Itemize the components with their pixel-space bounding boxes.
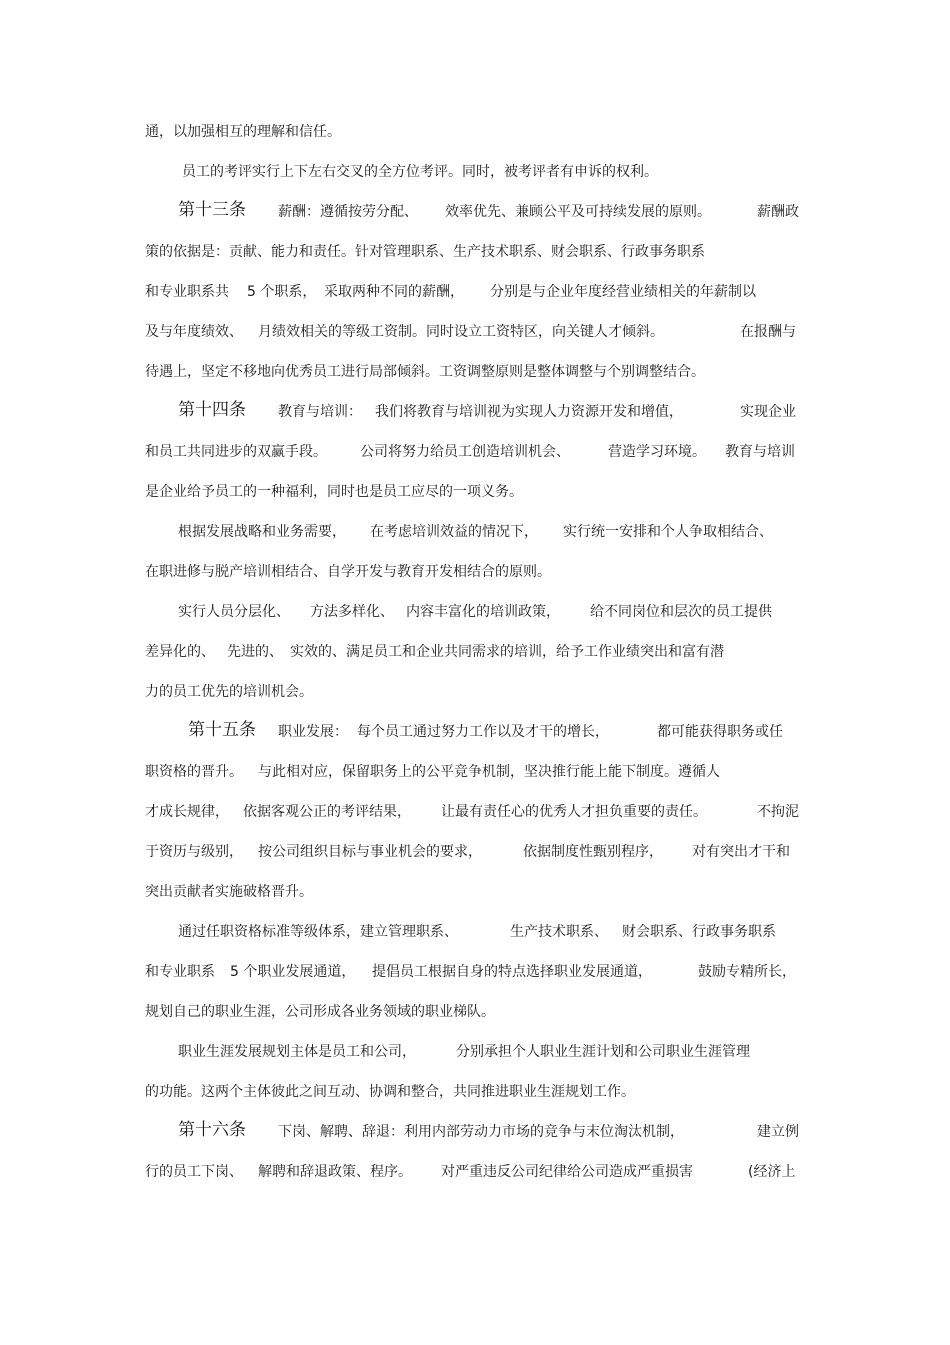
text-segment: 教育与培训 — [725, 444, 795, 460]
text-segment: 和专业职系共 — [145, 284, 229, 300]
text-segment: 依据制度性甄别程序， — [523, 844, 663, 860]
text-segment: 通，以加强相互的理解和信任。 — [145, 124, 341, 140]
text-segment: 提倡员工根据自身的特点选择职业发展通道， — [372, 964, 652, 980]
article-number: 第十五条 — [188, 720, 256, 740]
text-segment: 职业生涯发展规划主体是员工和公司， — [178, 1044, 416, 1060]
text-segment: 月绩效相关的等级工资制。同时设立工资特区，向关键人才倾斜。 — [258, 324, 664, 340]
text-segment: 实行人员分层化、 — [178, 604, 290, 620]
text-segment: 行的员工下岗、 — [145, 1164, 243, 1180]
text-segment: 实现企业 — [740, 404, 796, 420]
text-segment: 在职进修与脱产培训相结合、自学开发与教育开发相结合的原则。 — [145, 564, 551, 580]
text-segment: 方法多样化、 — [310, 604, 394, 620]
article-number: 第十三条 — [178, 200, 246, 220]
text-segment: 按公司组织目标与事业机会的要求， — [258, 844, 482, 860]
text-segment: 对有突出才干和 — [692, 844, 790, 860]
text-segment: 的功能。这两个主体彼此之间互动、协调和整合，共同推进职业生涯规划工作。 — [145, 1084, 635, 1100]
text-segment: 鼓励专精所长， — [698, 964, 796, 980]
text-segment: 在考虑培训效益的情况下， — [370, 524, 538, 540]
text-segment: 和员工共同进步的双赢手段。 — [145, 444, 327, 460]
text-segment: (经济上 — [748, 1164, 796, 1180]
text-segment: 让最有责任心的优秀人才担负重要的责任。 — [441, 804, 707, 820]
text-segment: 规划自己的职业生涯，公司形成各业务领域的职业梯队。 — [145, 1004, 495, 1020]
text-segment: 5 个职业发展通道， — [230, 964, 356, 980]
text-segment: 生产技术职系、 — [510, 924, 608, 940]
text-segment: 根据发展战略和业务需要， — [178, 524, 346, 540]
text-segment: 我们将教育与培训视为实现人力资源开发和增值， — [375, 404, 683, 420]
text-segment: 策的依据是：贡献、能力和责任。针对管理职系、生产技术职系、财会职系、行政事务职系 — [145, 244, 705, 260]
text-segment: 与此相对应，保留职务上的公平竞争机制，坚决推行能上能下制度。遵循人 — [258, 764, 720, 780]
article-number: 第十六条 — [178, 1120, 246, 1140]
text-segment: 解聘和辞退政策、程序。 — [258, 1164, 412, 1180]
text-segment: 营造学习环境。 — [608, 444, 706, 460]
text-segment: 效率优先、兼顾公平及可持续发展的原则。 — [445, 204, 711, 220]
text-segment: 员工的考评实行上下左右交叉的全方位考评。同时，被考评者有申诉的权利。 — [182, 164, 658, 180]
text-segment: 才成长规律， — [145, 804, 229, 820]
text-segment: 和专业职系 — [145, 964, 215, 980]
text-segment: 对严重违反公司纪律给公司造成严重损害 — [441, 1164, 693, 1180]
text-segment: 教育与培训： — [278, 404, 362, 420]
text-segment: 下岗、解聘、辞退：利用内部劳动力市场的竞争与末位淘汰机制， — [278, 1124, 684, 1140]
text-segment: 财会职系、行政事务职系 — [622, 924, 776, 940]
text-segment: 于资历与级别， — [145, 844, 243, 860]
text-segment: 不拘泥 — [757, 804, 799, 820]
text-segment: 采取两种不同的薪酬， — [324, 284, 464, 300]
text-segment: 5 个职系， — [247, 284, 317, 300]
text-segment: 先进的、 — [227, 644, 283, 660]
text-segment: 都可能获得职务或任 — [657, 724, 783, 740]
text-segment: 力的员工优先的培训机会。 — [145, 684, 313, 700]
text-segment: 分别承担个人职业生涯计划和公司职业生涯管理 — [456, 1044, 750, 1060]
text-segment: 依据客观公正的考评结果， — [243, 804, 411, 820]
text-segment: 是企业给予员工的一种福利，同时也是员工应尽的一项义务。 — [145, 484, 523, 500]
article-number: 第十四条 — [178, 400, 246, 420]
text-segment: 薪酬政 — [757, 204, 799, 220]
text-segment: 公司将努力给员工创造培训机会、 — [360, 444, 570, 460]
text-segment: 职业发展： — [278, 724, 348, 740]
text-segment: 分别是与企业年度经营业绩相关的年薪制以 — [490, 284, 756, 300]
text-segment: 职资格的晋升。 — [145, 764, 243, 780]
text-segment: 实行统一安排和个人争取相结合、 — [563, 524, 773, 540]
text-segment: 内容丰富化的培训政策， — [406, 604, 560, 620]
text-segment: 薪酬：遵循按劳分配、 — [278, 204, 418, 220]
text-segment: 给不同岗位和层次的员工提供 — [590, 604, 772, 620]
text-segment: 差异化的、 — [145, 644, 215, 660]
text-segment: 实效的、满足员工和企业共同需求的培训，给予工作业绩突出和富有潜 — [290, 644, 724, 660]
text-segment: 每个员工通过努力工作以及才干的增长， — [357, 724, 609, 740]
text-segment: 突出贡献者实施破格晋升。 — [145, 884, 313, 900]
text-segment: 建立例 — [757, 1124, 799, 1140]
text-segment: 及与年度绩效、 — [145, 324, 243, 340]
text-segment: 待遇上，坚定不移地向优秀员工进行局部倾斜。工资调整原则是整体调整与个别调整结合。 — [145, 364, 705, 380]
text-segment: 通过任职资格标准等级体系，建立管理职系、 — [178, 924, 458, 940]
text-segment: 在报酬与 — [740, 324, 796, 340]
